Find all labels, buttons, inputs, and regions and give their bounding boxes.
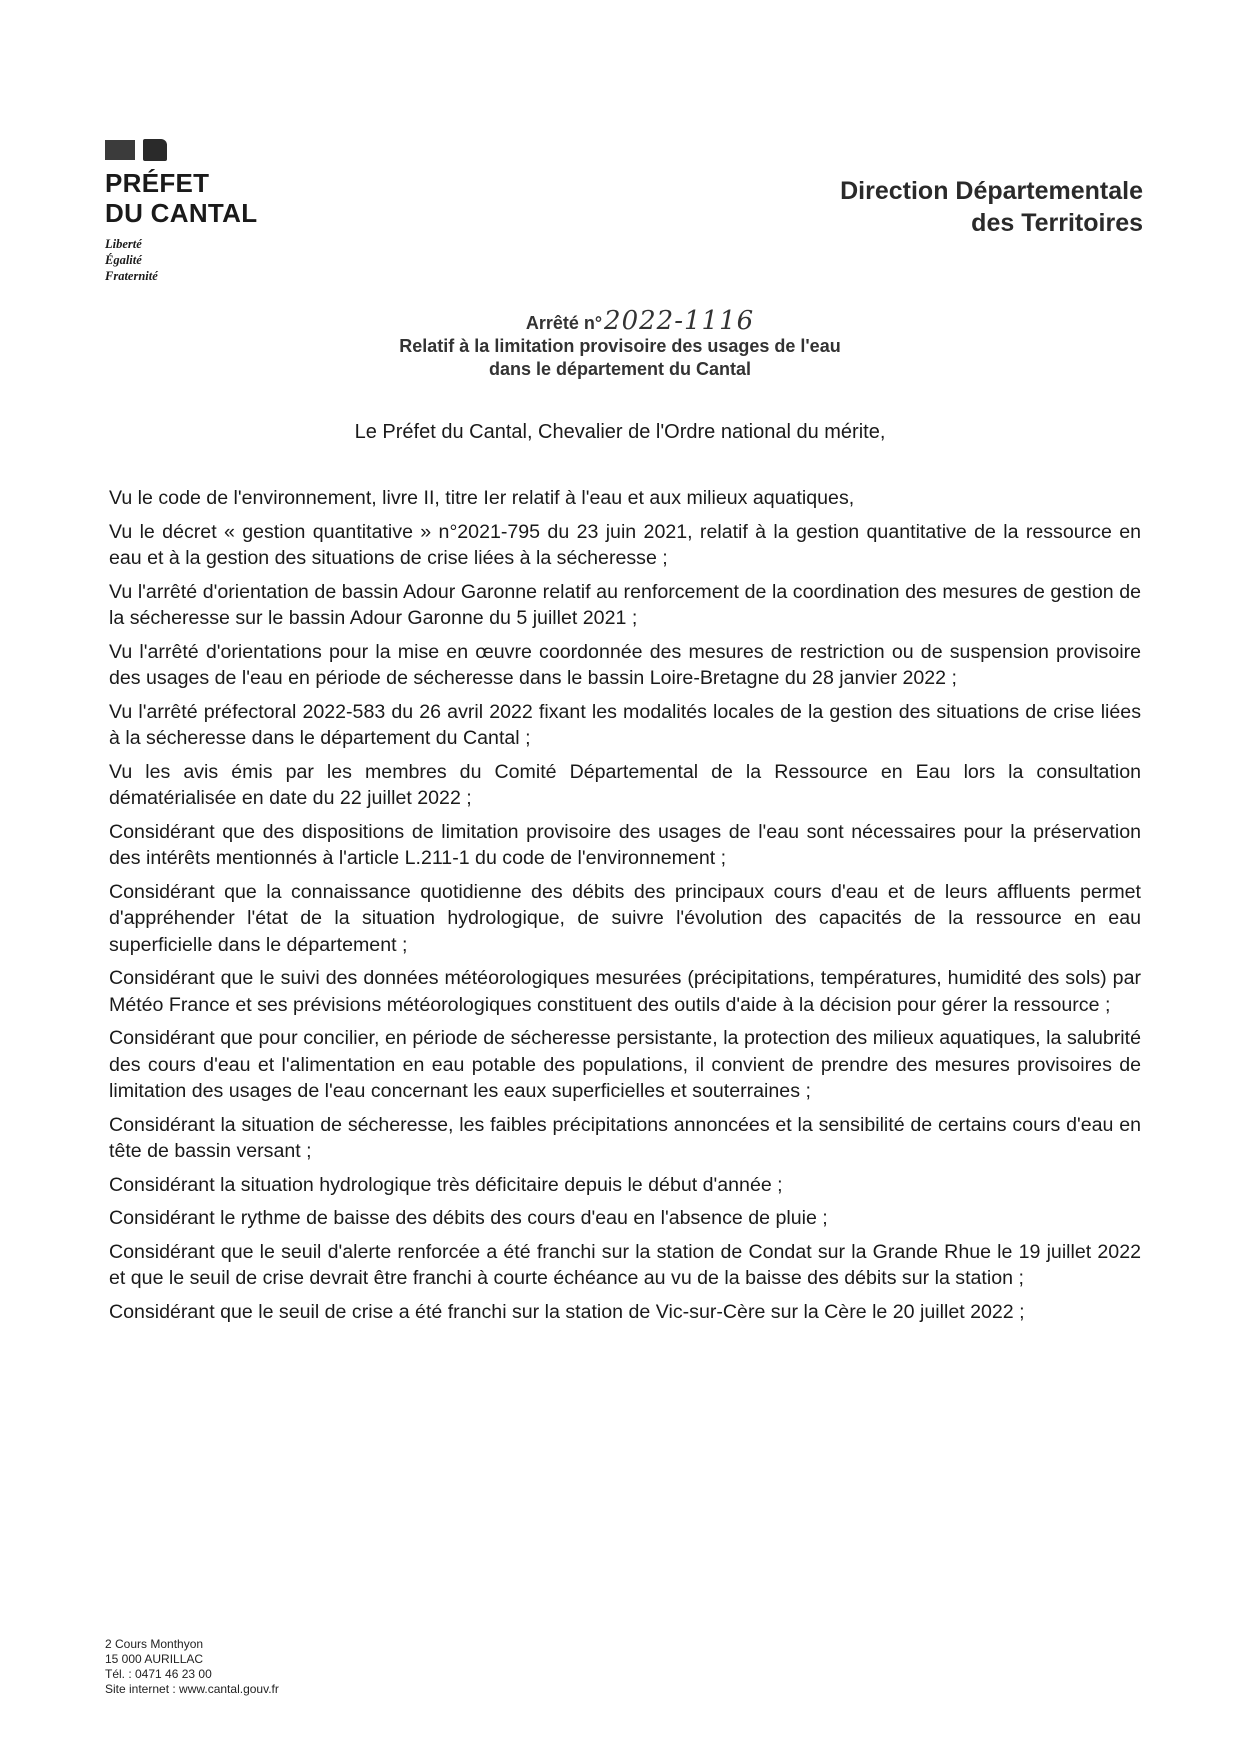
motto-liberte: Liberté [105, 237, 142, 251]
motto-egalite: Égalité [105, 253, 142, 267]
considerant-paragraph: Considérant que des dispositions de limitation provisoire des usages de l'eau sont nécessaires pour la préservation des intérêts mentionnés à l'article L.211-1 du code de l'environnement ; [109, 820, 1141, 869]
visa-paragraph: Vu le code de l'environnement, livre II, titre Ier relatif à l'eau et aux milieux aquatiques, [109, 487, 855, 509]
document-body [109, 485, 1141, 1332]
prefet-line-2: DU CANTAL [105, 198, 258, 228]
considerant-paragraph: Considérant que le seuil de crise a été franchi sur la station de Vic-sur-Cère sur la Cère le 20 juillet 2022 ; [109, 1300, 1025, 1323]
decree-number-handwritten: 2022-1116 [604, 306, 755, 336]
considerant-paragraph: Considérant que pour concilier, en période de sécheresse persistante, la protection des milieux aquatiques, la salubrité des cours d'eau et l'alimentation en eau potable des populations, il convient de prendre des mesures provisoires de limitation des usages de l'eau concernant les eaux superficielles et souterraines ; [109, 1027, 1141, 1102]
motto-fraternite: Fraternité [105, 269, 158, 283]
footer-city: 15 000 AURILLAC [105, 1652, 204, 1666]
title-line-2: Relatif à la limitation provisoire des usages de l'eau [399, 336, 841, 356]
considerant-paragraph: Considérant la situation de sécheresse, les faibles précipitations annoncées et la sensibilité de certains cours d'eau en tête de bassin versant ; [109, 1113, 1141, 1162]
visa-paragraph: Vu les avis émis par les membres du Comité Départemental de la Ressource en Eau lors la consultation dématérialisée en date du 22 juillet 2022 ; [109, 760, 1141, 809]
service-line-2: des Territoires [971, 209, 1143, 237]
prefet-line-1: PRÉFET [105, 168, 210, 198]
visa-paragraph: Vu le décret « gestion quantitative » n°2021-795 du 23 juin 2021, relatif à la gestion quantitative de la ressource en eau et à la gestion des situations de crise liées à la sécheresse ; [109, 520, 1141, 569]
issuing-service [840, 175, 1143, 239]
visa-paragraph: Vu l'arrêté d'orientation de bassin Adour Garonne relatif au renforcement de la coordination des mesures de gestion de la sécheresse sur le bassin Adour Garonne du 5 juillet 2021 ; [109, 580, 1141, 629]
visa-paragraph: Vu l'arrêté préfectoral 2022-583 du 26 avril 2022 fixant les modalités locales de la gestion des situations de crise liées à la sécheresse dans le département du Cantal ; [109, 700, 1141, 749]
footer-website: Site internet : www.cantal.gouv.fr [105, 1682, 279, 1696]
prefecture-logo-block [105, 138, 325, 284]
republic-motto [105, 236, 325, 284]
considerant-paragraph: Considérant que le suivi des données météorologiques mesurées (précipitations, températures, humidité des sols) par Météo France et ses prévisions météorologiques constituent des outils d'aide à la décision pour gérer la ressource ; [109, 967, 1141, 1016]
considerant-paragraph: Considérant la situation hydrologique très déficitaire depuis le début d'année ; [109, 1173, 783, 1196]
decree-number [486, 306, 755, 336]
footer-street: 2 Cours Monthyon [105, 1637, 204, 1651]
marianne-logo-icon [105, 138, 325, 162]
decree-number-label: Arrêté n° [525, 313, 603, 333]
preamble: Le Préfet du Cantal, Chevalier de l'Ordre national du mérite, [354, 421, 886, 443]
considerant-paragraph: Considérant que la connaissance quotidienne des débits des principaux cours d'eau et de leurs affluents permet d'appréhender l'état de la situation hydrologique, de suivre l'évolution des capacités de la ressource en eau superficielle dans le département ; [109, 880, 1141, 956]
service-line-1: Direction Départementale [840, 177, 1143, 205]
considerant-paragraph: Considérant que le seuil d'alerte renforcée a été franchi sur la station de Condat sur la Grande Rhue le 19 juillet 2022 et que le seuil de crise devrait être franchi à courte échéance au vu de la baisse des débits sur la station ; [109, 1240, 1141, 1289]
considerant-paragraph: Considérant le rythme de baisse des débits des cours d'eau en l'absence de pluie ; [109, 1207, 828, 1229]
footer-address [105, 1637, 279, 1697]
footer-phone: Tél. : 0471 46 23 00 [105, 1667, 212, 1681]
title-line-3: dans le département du Cantal [488, 359, 752, 379]
document-title [0, 306, 1240, 381]
visa-paragraph: Vu l'arrêté d'orientations pour la mise en œuvre coordonnée des mesures de restriction ou de suspension provisoire des usages de l'eau en période de sécheresse dans le bassin Loire-Bretagne du 28 janvier 2022 ; [109, 640, 1141, 689]
